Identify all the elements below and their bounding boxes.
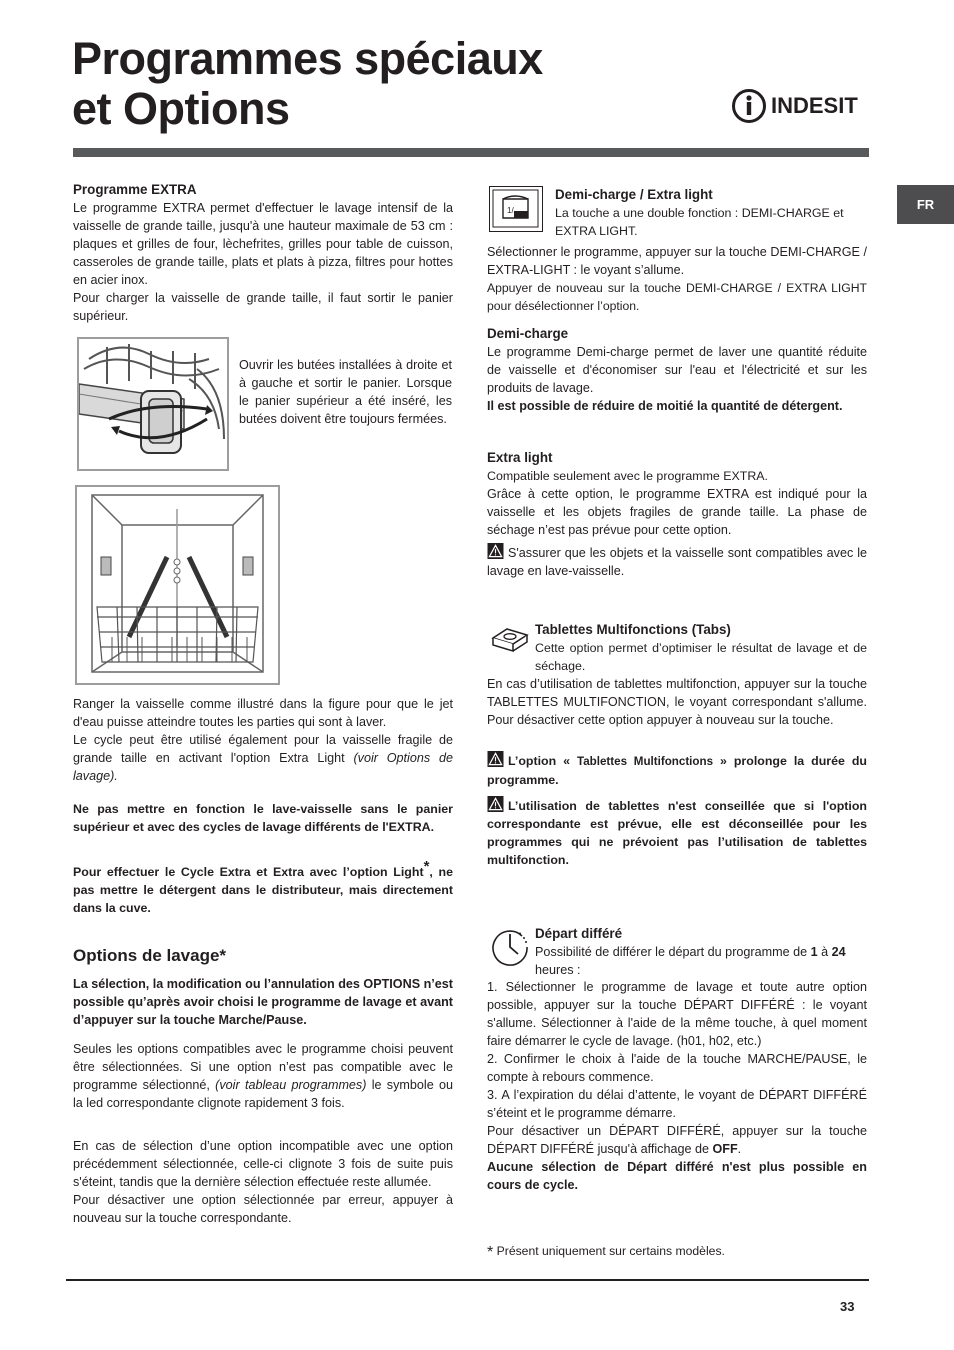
half-load-icon — [489, 186, 543, 232]
tabs-warning-2-text: L’utilisation de tablettes n'est conseillée que si l'option correspondante est prévue, elle est déconseillée pour les programmes qui ne prévoient pas l’utilisation de tablettes multifonction. — [487, 799, 867, 867]
delay-paragraph-2-end: . — [737, 1142, 742, 1156]
halfload-body — [487, 243, 867, 315]
half-load-icon-text: 1/ — [507, 206, 514, 215]
page-title — [72, 34, 543, 134]
warning-icon — [487, 543, 504, 559]
options-heading: Options de lavage* — [73, 946, 227, 965]
footnote — [487, 1242, 867, 1262]
halfload-paragraph-3: Appuyer de nouveau sur la touche DEMI-CHARGE / EXTRA LIGHT pour désélectionner l’option. — [487, 281, 867, 313]
halfload-heading: Demi-charge / Extra light — [555, 187, 713, 202]
options-paragraph-1 — [73, 1040, 453, 1112]
extra-paragraph-2: Pour charger la vaisselle de grande taille, il faut sortir le panier supérieur. — [73, 291, 453, 323]
delay-step-1: 1. Sélectionner le programme de lavage et toute autre option possible, appuyer sur la touche DÉPART DIFFÉRÉ : le voyant s'allume. Sélectionner à l'aide de la même touche, à quel moment faire démarrer le cycle de lavage. (h01, h02, etc.) — [487, 980, 867, 1048]
halfload-paragraph-2: Sélectionner le programme, appuyer sur la touche DEMI-CHARGE / EXTRA-LIGHT : le voyant s’allume. — [487, 245, 867, 277]
tabs-warning-1-emph: Tablettes Multifonctions — [577, 755, 714, 768]
delay-heading: Départ différé — [535, 926, 623, 941]
brand-name: INDESIT — [771, 93, 858, 118]
delay-step-3: 3. A l’expiration du délai d’attente, le voyant de DÉPART DIFFÉRÉ s’éteint et le programme démarre. — [487, 1088, 867, 1120]
options-paragraph-1-text: Seules les options compatibles avec le programme choisi peuvent être sélectionnées. Si une option n’est pas compatible avec le programme sélectionné, — [73, 1042, 453, 1092]
clock-icon — [489, 925, 531, 967]
halfload-subsection — [487, 325, 867, 415]
tabs-warning-2 — [487, 796, 867, 869]
extra-paragraph-1: Le programme EXTRA permet d'effectuer le lavage intensif de la vaisselle de grande taille, jusqu'à une hauteur maximale de 53 cm : plaques et grilles de four, lèchefrites, grilles pour table de cuisson, casseroles de grande taille, plats et plats à pizza, filtres pour hottes en acier inox. — [73, 201, 453, 287]
title-line-1: Programmes spéciaux — [72, 33, 543, 84]
options-paragraph-1-ref: (voir tableau programmes) — [215, 1078, 367, 1092]
brand-logo — [731, 88, 858, 124]
half-load-symbol — [490, 187, 541, 230]
halfload-sub2-heading: Extra light — [487, 450, 553, 465]
indesit-i-icon — [731, 88, 767, 124]
extra-warning-2-text: Pour effectuer le Cycle Extra et Extra avec l’option Light — [73, 865, 424, 879]
tabs-paragraph-1: Cette option permet d’optimiser le résultat de lavage et de séchage. — [535, 641, 867, 673]
extralight-subsection — [487, 449, 867, 580]
halfload-sub2-warning-text: S'assurer que les objets et la vaisselle sont compatibles avec le lavage en lave-vaisselle. — [487, 546, 867, 578]
asterisk: * — [423, 857, 430, 875]
delay-min-hours: 1 — [810, 945, 818, 959]
halfload-sub2-warning — [487, 543, 867, 580]
basket-stop-illustration — [79, 339, 227, 469]
halfload-sub1-bold: Il est possible de réduire de moitié la quantité de détergent. — [487, 399, 843, 413]
extra-warning-2-text-b: , ne pas mettre le détergent dans le distributeur, mais directement dans la cuve. — [73, 865, 453, 915]
extra-load-illustration — [77, 487, 278, 683]
delay-max-hours: 24 — [831, 945, 846, 959]
extra-paragraph-4-text: Le cycle peut être utilisé également pour la vaisselle fragile de grande taille en activant l'option Extra Light — [73, 733, 453, 765]
delay-step-2: 2. Confirmer le choix à l'aide de la touche MARCHE/PAUSE, le compte à rebours commence. — [487, 1052, 867, 1084]
tabs-heading: Tablettes Multifonctions (Tabs) — [535, 622, 731, 637]
extra-paragraph-4 — [73, 731, 453, 785]
extra-paragraph-3: Ranger la vaisselle comme illustré dans la figure pour que le jet d'eau puisse atteindre toutes les parties qui sont à laver. — [73, 697, 453, 729]
options-section-2 — [73, 1137, 453, 1227]
halfload-paragraph-1: La touche a une double fonction : DEMI-CHARGE et EXTRA LIGHT. — [555, 206, 844, 238]
delay-bold-note: Aucune sélection de Départ différé n'est plus possible en cours de cycle. — [487, 1160, 867, 1192]
options-paragraph-1-text-b: le symbole ou la led correspondante clignote rapidement 3 fois. — [73, 1078, 453, 1110]
extra-warning-2 — [73, 857, 453, 917]
halfload-sub1-paragraph: Le programme Demi-charge permet de laver une quantité réduite de vaisselle et d'économiser sur l'eau et l'électricité et sur les produits de lavage. — [487, 345, 867, 395]
tabs-top — [535, 621, 867, 675]
tabs-warning-1-text-b: » prolonge la durée du programme. — [487, 754, 867, 787]
halfload-sub2-paragraph-2: Grâce à cette option, le programme EXTRA est indiqué pour la vaisselle et les objets fragiles de grande taille. La phase de séchage n’est pas prévue pour cette option. — [487, 487, 867, 537]
page-number: 33 — [840, 1299, 855, 1314]
footnote-text: Présent uniquement sur certains modèles. — [496, 1244, 725, 1258]
halfload-sub2-paragraph-1: Compatible seulement avec le programme EXTRA. — [487, 469, 768, 483]
tabs-warning-1 — [487, 751, 867, 789]
title-line-2: et Options — [72, 83, 290, 134]
delay-paragraph-1-to: à — [817, 945, 832, 959]
warning-icon — [487, 796, 504, 812]
delay-paragraph-1-text: Possibilité de différer le départ du programme de — [535, 945, 811, 959]
options-paragraph-3: Pour désactiver une option sélectionnée par erreur, appuyer à nouveau sur la touche correspondante. — [73, 1193, 453, 1225]
tablet-symbol — [489, 624, 531, 656]
extra-load-figure — [75, 485, 280, 685]
basket-stop-figure — [77, 337, 229, 471]
extra-warning-1: Ne pas mettre en fonction le lave-vaisselle sans le panier supérieur et avec des cycles de lavage différents de l'EXTRA. — [73, 802, 453, 834]
fig1-caption: Ouvrir les butées installées à droite et à gauche et sortir le panier. Lorsque le panier supérieur a été inséré, les butées doivent être toujours fermées. — [239, 358, 452, 426]
options-intro: La sélection, la modification ou l’annulation des OPTIONS n’est possible qu’après avoir choisi le programme de lavage et avant d’appuyer sur la touche Marche/Pause. — [73, 977, 453, 1027]
delay-paragraph-1-unit: heures : — [535, 963, 581, 977]
tabs-paragraph-2: En cas d’utilisation de tablettes multifonction, appuyer sur la touche TABLETTES MULTIFONCTION, le voyant correspondant s'allume. Pour désactiver cette option appuyer à nouveau sur la touche. — [487, 677, 867, 727]
warning-icon — [487, 751, 504, 767]
language-tab: FR — [897, 185, 954, 224]
halfload-sub1-heading: Demi-charge — [487, 326, 569, 341]
delay-clock-symbol — [489, 925, 531, 967]
tablet-icon — [489, 624, 531, 656]
extra-paragraph-4-ref: (voir Options de lavage). — [73, 751, 453, 783]
halfload-top — [555, 186, 867, 240]
delay-paragraph-2 — [487, 1122, 867, 1158]
delay-off-label: OFF — [712, 1142, 738, 1156]
delay-top — [535, 925, 867, 979]
delay-paragraph-2-text: Pour désactiver un DÉPART DIFFÉRÉ, appuyer sur la touche DÉPART DIFFÉRÉ jusqu'à affichage de — [487, 1124, 867, 1156]
delay-paragraph-1 — [535, 943, 867, 979]
footer-rule — [66, 1279, 869, 1281]
header-rule — [73, 148, 869, 157]
tabs-warning-1-text: L’option « — [508, 754, 578, 768]
delay-body — [487, 978, 867, 1194]
extra-section-2 — [73, 695, 453, 785]
options-paragraph-2: En cas de sélection d’une option incompatible avec une option précédemment sélectionnée, celle-ci clignote 3 fois de suite puis s'éteint, tandis que la dernière sélection effectuée reste allumée. — [73, 1139, 453, 1189]
extra-section — [73, 181, 453, 325]
footnote-asterisk: * — [487, 1244, 494, 1261]
extra-heading: Programme EXTRA — [73, 182, 197, 197]
